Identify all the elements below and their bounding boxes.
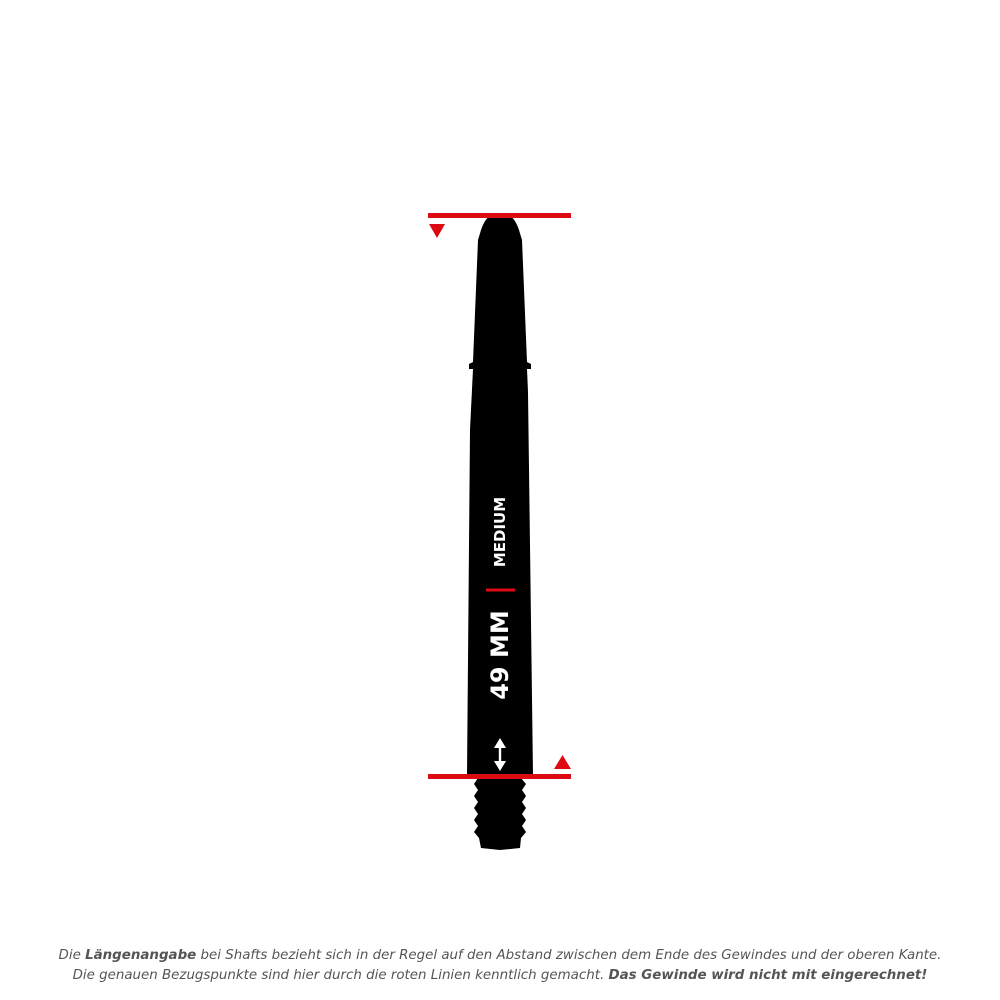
caption (0, 946, 1000, 986)
caption-line-1-prefix: Die (58, 948, 86, 963)
caption-line-2-prefix: Die genauen Bezugspunkte sind hier durch die roten Linien kenntlich gemacht. (72, 968, 609, 983)
caption-line-1 (0, 946, 1000, 966)
shaft-thread (474, 778, 526, 850)
down-arrow-marker (429, 224, 445, 238)
caption-line-2 (0, 966, 1000, 986)
caption-line-1-bold: Längenangabe (85, 948, 197, 963)
caption-line-2-bold: Das Gewinde wird nicht mit eingerechnet! (608, 968, 928, 983)
up-arrow-marker (554, 755, 571, 769)
caption-line-1-suffix: bei Shafts bezieht sich in der Regel auf den Abstand zwischen dem Ende des Gewindes und der oberen Kante. (196, 948, 942, 963)
size-label: MEDIUM (491, 496, 509, 568)
length-label: 49 MM (486, 610, 514, 700)
